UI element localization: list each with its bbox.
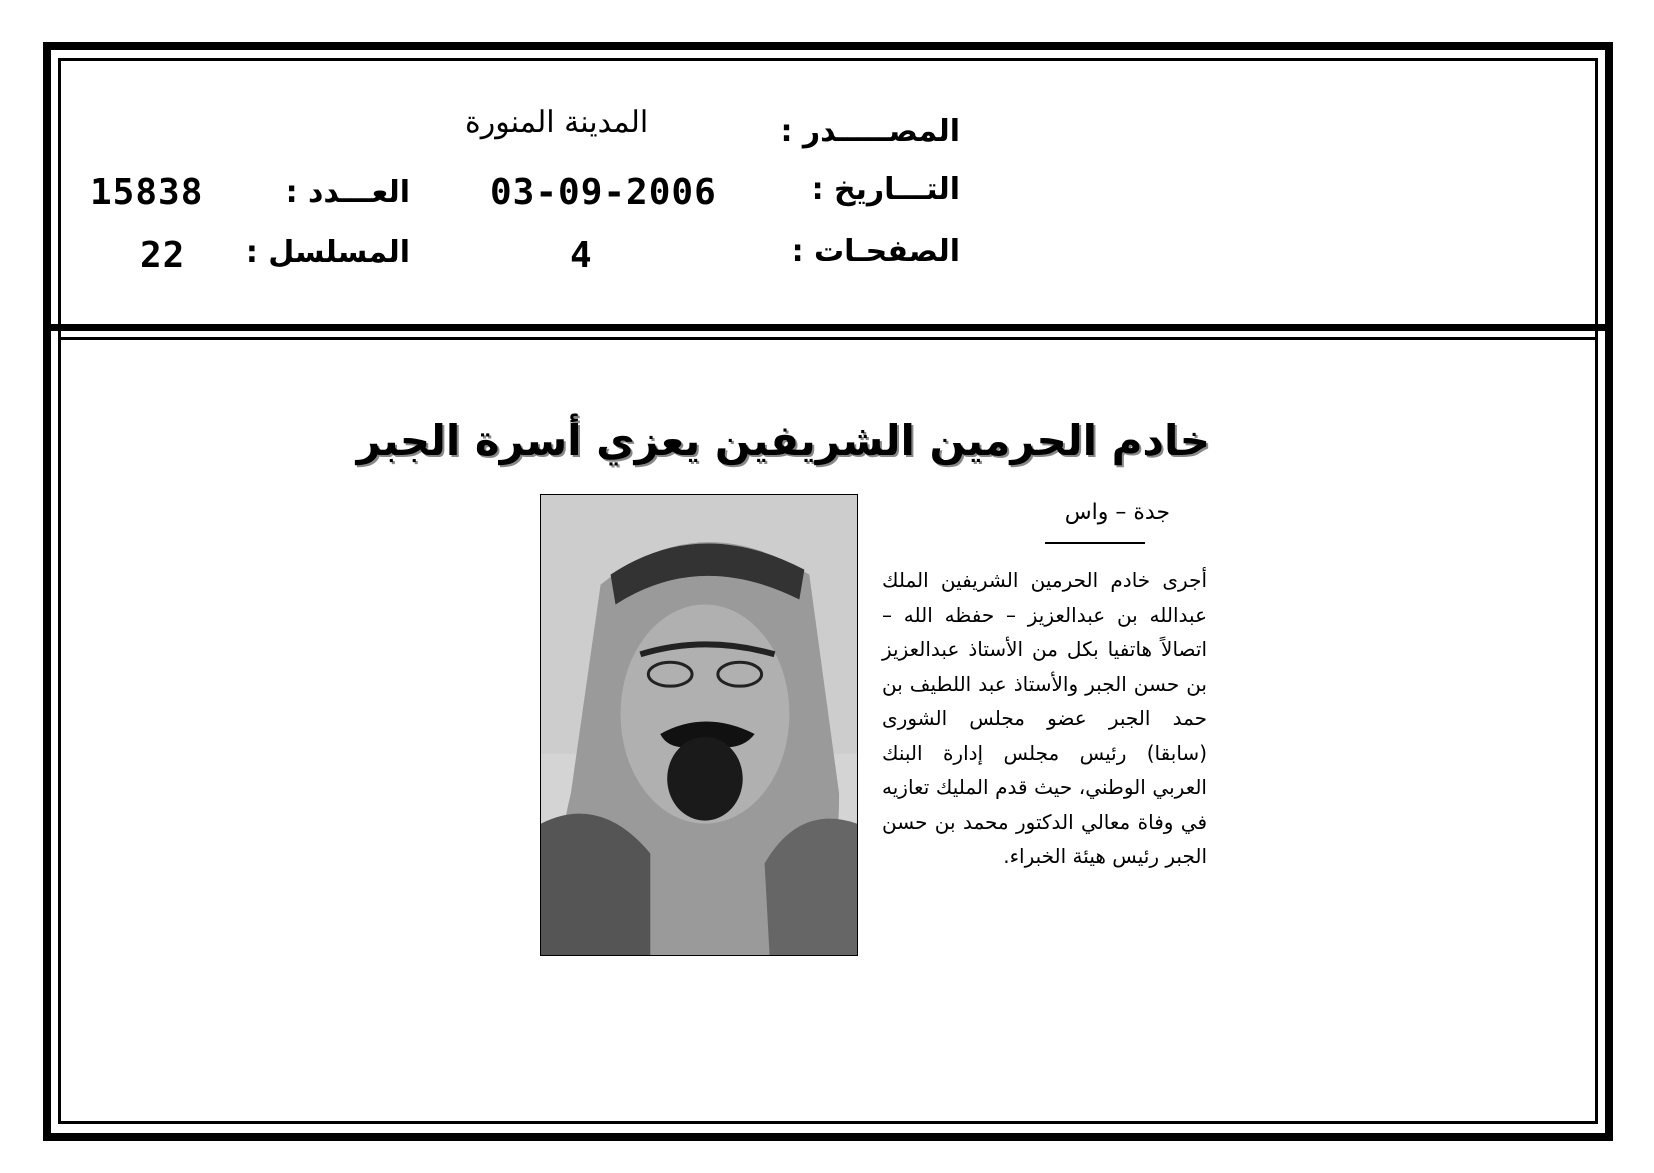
pages-value: 4 xyxy=(570,235,593,276)
article-dateline: جدة – واس xyxy=(1064,500,1170,525)
source-label: المصـــــدر : xyxy=(780,114,960,149)
article-headline: خادم الحرمين الشريفين يعزي أسرة الجبر xyxy=(356,416,1210,465)
serial-label: المسلسل : xyxy=(245,235,410,270)
header-divider xyxy=(43,324,1613,331)
issue-value: 15838 xyxy=(90,172,204,213)
portrait-illustration xyxy=(541,495,857,955)
date-value: 03-09-2006 xyxy=(490,172,717,213)
serial-value: 22 xyxy=(140,235,186,276)
portrait-photo xyxy=(540,494,858,956)
issue-label: العـــدد : xyxy=(285,175,410,210)
article-body: أجرى خادم الحرمين الشريفين الملك عبدالله بن عبدالعزيز – حفظه الله – اتصالاً هاتفيا بكل من الأستاذ عبدالعزيز بن حسن الجبر والأستاذ عبد اللطيف بن حمد الجبر عضو مجلس الشورى (سابقا) رئيس مجلس إدارة البنك العربي الوطني، حيث قدم المليك تعازيه في وفاة معالي الدكتور محمد بن حسن الجبر رئيس هيئة الخبراء. xyxy=(882,568,1207,868)
date-label: التـــاريخ : xyxy=(811,172,960,207)
pages-label: الصفحـات : xyxy=(791,234,960,269)
header-divider-inner xyxy=(58,337,1598,340)
dateline-rule xyxy=(1045,542,1145,544)
source-value: المدينة المنورة xyxy=(465,105,649,140)
